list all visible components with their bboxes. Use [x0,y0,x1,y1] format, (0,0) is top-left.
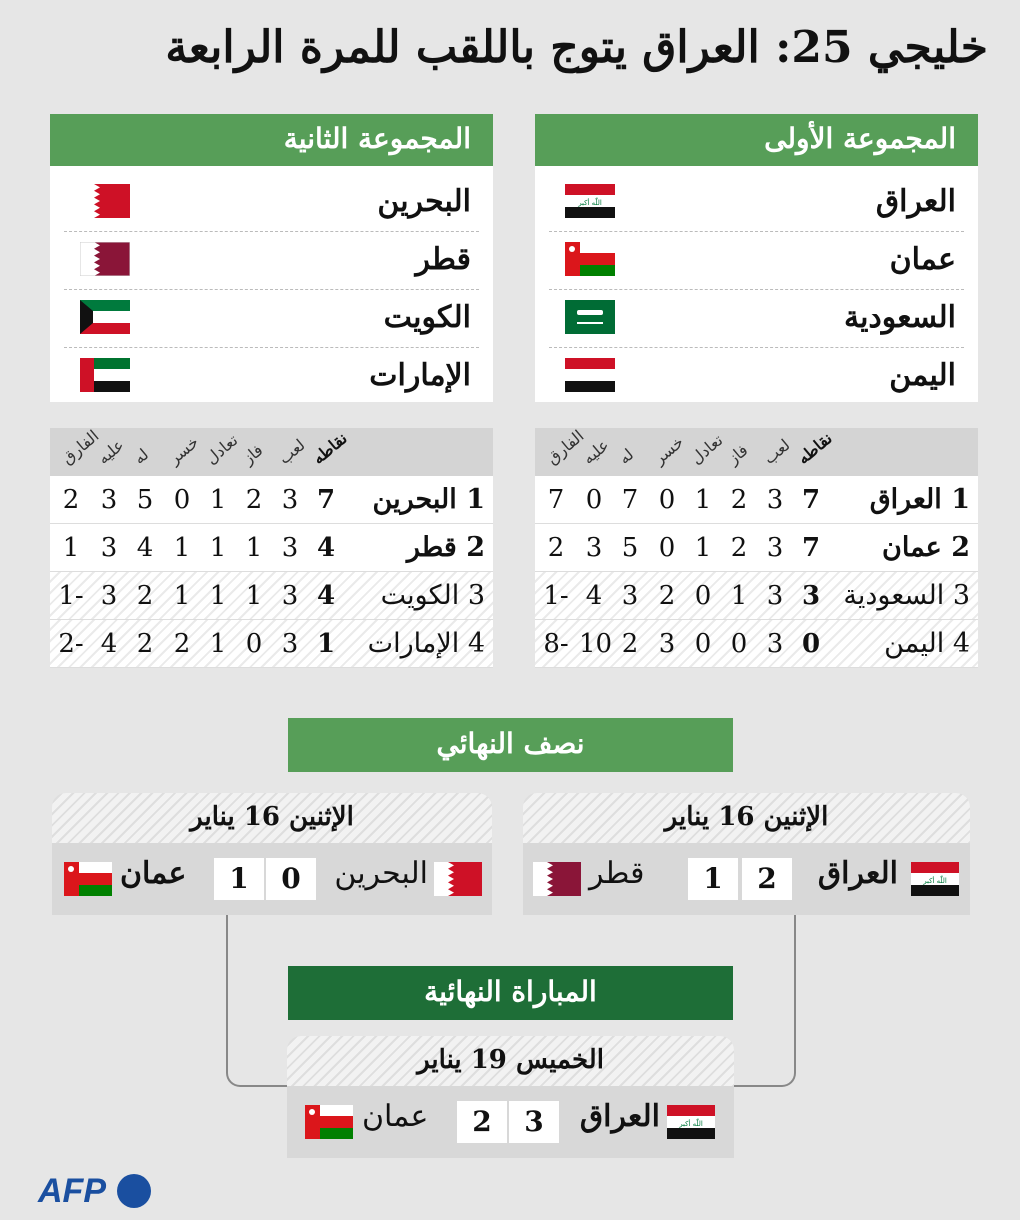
cell-points: 4 [316,581,336,611]
header-won: فاز [723,440,752,468]
cell-against: 3 [100,533,118,563]
qatar-flag-icon [533,862,581,896]
table-row [535,476,978,524]
away-team: قطر [589,856,645,891]
home-team: العراق [579,1099,660,1134]
row-team: 2 قطر [406,532,485,563]
oman-flag-icon [64,862,112,896]
cell-points: 0 [801,629,821,659]
table-row [535,524,978,572]
yemen-flag-icon [565,358,615,392]
cell-points: 7 [801,533,821,563]
table-row [50,620,493,668]
row-team: 2 عمان [882,532,970,563]
cell-for: 2 [621,629,639,659]
row-team: 3 الكويت [380,580,485,611]
away-score: 1 [214,858,264,900]
cell-diff: 2- [58,629,84,659]
row-team: 1 العراق [869,484,970,515]
away-team: عمان [120,856,187,891]
cell-drawn: 0 [694,629,712,659]
match-date: الإثنين 16 يناير [52,793,492,843]
group-a-team-row [549,174,964,232]
header-points: نقاطه [308,428,351,468]
oman-flag-icon [305,1105,353,1139]
cell-diff: 2 [547,533,565,563]
team-name: الكويت [383,300,471,335]
cell-lost: 2 [173,629,191,659]
cell-points: 4 [316,533,336,563]
cell-diff: 1- [543,581,569,611]
group-a-team-row [549,348,964,406]
semifinal-match-2 [52,793,492,915]
home-team: العراق [817,856,898,891]
table-row [50,524,493,572]
match-date: الخميس 19 يناير [287,1036,734,1086]
cell-against: 3 [100,581,118,611]
cell-played: 3 [766,581,784,611]
cell-for: 4 [136,533,154,563]
bahrain-flag-icon [80,184,130,218]
away-score: 1 [688,858,738,900]
cell-against: 10 [579,629,613,659]
cell-played: 3 [281,581,299,611]
table-row [535,620,978,668]
match-body [287,1086,734,1158]
cell-points: 7 [316,485,336,515]
kuwait-flag-icon [80,300,130,334]
header-lost: خسر [649,432,688,468]
cell-drawn: 1 [209,581,227,611]
cell-won: 2 [245,485,263,515]
standings-table-b [50,428,493,672]
team-name: البحرين [377,184,471,219]
group-b-team-row [64,174,479,232]
cell-drawn: 1 [694,485,712,515]
cell-drawn: 0 [694,581,712,611]
standings-header [535,428,978,476]
group-b-team-row [64,348,479,406]
cell-for: 5 [621,533,639,563]
header-won: فاز [238,440,267,468]
team-name: عمان [889,242,956,277]
header-played: لعب [274,435,309,468]
header-drawn: تعادل [686,430,727,468]
iraq-flag-icon [667,1105,715,1139]
iraq-flag-icon [911,862,959,896]
cell-against: 0 [585,485,603,515]
cell-against: 3 [100,485,118,515]
group-a-team-row [549,232,964,290]
cell-played: 3 [766,629,784,659]
cell-against: 4 [100,629,118,659]
home-score: 2 [742,858,792,900]
match-date: الإثنين 16 يناير [523,793,970,843]
cell-lost: 0 [658,533,676,563]
away-score: 2 [457,1101,507,1143]
team-name: قطر [415,242,471,277]
group-b-team-row [64,290,479,348]
row-team: 1 البحرين [372,484,485,515]
cell-played: 3 [281,485,299,515]
cell-diff: 7 [547,485,565,515]
cell-for: 3 [621,581,639,611]
cell-drawn: 1 [694,533,712,563]
semifinal-match-1 [523,793,970,915]
standings-table-a [535,428,978,672]
cell-drawn: 1 [209,485,227,515]
oman-flag-icon [565,242,615,276]
saudi-flag-icon [565,300,615,334]
team-name: اليمن [889,358,956,393]
cell-lost: 2 [658,581,676,611]
away-team: عمان [362,1099,429,1134]
team-name: العراق [875,184,956,219]
cell-diff: 8- [543,629,569,659]
group-b-box [50,114,493,402]
cell-diff: 2 [62,485,80,515]
page-title: خليجي 25: العراق يتوج باللقب للمرة الرابعة [165,22,988,73]
cell-for: 5 [136,485,154,515]
row-team: 4 اليمن [884,628,970,659]
cell-won: 1 [245,581,263,611]
iraq-flag-icon [565,184,615,218]
cell-against: 4 [585,581,603,611]
cell-won: 1 [245,533,263,563]
group-a-box [535,114,978,402]
cell-won: 0 [730,629,748,659]
cell-points: 3 [801,581,821,611]
header-for: له [129,444,153,468]
team-name: الإمارات [369,358,471,393]
header-against: عليه [93,435,128,468]
match-body [523,843,970,915]
row-team: 4 الإمارات [367,628,485,659]
cell-for: 2 [136,629,154,659]
header-played: لعب [759,435,794,468]
group-b-team-row [64,232,479,290]
cell-lost: 3 [658,629,676,659]
header-diff: الفارق [542,426,588,468]
svg-text:اللّٰه أكبر: اللّٰه أكبر [923,877,947,885]
standings-header [50,428,493,476]
semifinal-title: نصف النهائي [288,718,733,772]
table-row [50,476,493,524]
header-lost: خسر [164,432,203,468]
cell-points: 1 [316,629,336,659]
cell-diff: 1- [58,581,84,611]
cell-against: 3 [585,533,603,563]
cell-played: 3 [281,629,299,659]
cell-for: 2 [136,581,154,611]
cell-drawn: 1 [209,629,227,659]
cell-won: 2 [730,533,748,563]
group-a-title: المجموعة الأولى [535,114,978,166]
svg-text:اللّٰه أكبر: اللّٰه أكبر [578,199,602,207]
cell-points: 7 [801,485,821,515]
group-a-team-row [549,290,964,348]
cell-won: 1 [730,581,748,611]
header-diff: الفارق [57,426,103,468]
cell-played: 3 [766,533,784,563]
qatar-flag-icon [80,242,130,276]
home-score: 0 [266,858,316,900]
final-title: المباراة النهائية [288,966,733,1020]
table-row [535,572,978,620]
row-team: 3 السعودية [843,580,970,611]
home-score: 3 [509,1101,559,1143]
header-drawn: تعادل [201,430,242,468]
header-against: عليه [578,435,613,468]
header-points: نقاطه [793,428,836,468]
cell-drawn: 1 [209,533,227,563]
cell-played: 3 [766,485,784,515]
cell-lost: 0 [658,485,676,515]
table-row [50,572,493,620]
cell-won: 0 [245,629,263,659]
cell-won: 2 [730,485,748,515]
afp-logo-dot [117,1174,151,1208]
uae-flag-icon [80,358,130,392]
team-name: السعودية [843,300,956,335]
cell-diff: 1 [62,533,80,563]
bahrain-flag-icon [434,862,482,896]
match-body [52,843,492,915]
header-for: له [614,444,638,468]
group-b-title: المجموعة الثانية [50,114,493,166]
cell-played: 3 [281,533,299,563]
final-match [287,1036,734,1158]
cell-lost: 1 [173,533,191,563]
cell-lost: 1 [173,581,191,611]
afp-logo: AFP [38,1172,106,1210]
home-team: البحرين [334,856,428,891]
cell-for: 7 [621,485,639,515]
svg-text:اللّٰه أكبر: اللّٰه أكبر [679,1120,703,1128]
cell-lost: 0 [173,485,191,515]
